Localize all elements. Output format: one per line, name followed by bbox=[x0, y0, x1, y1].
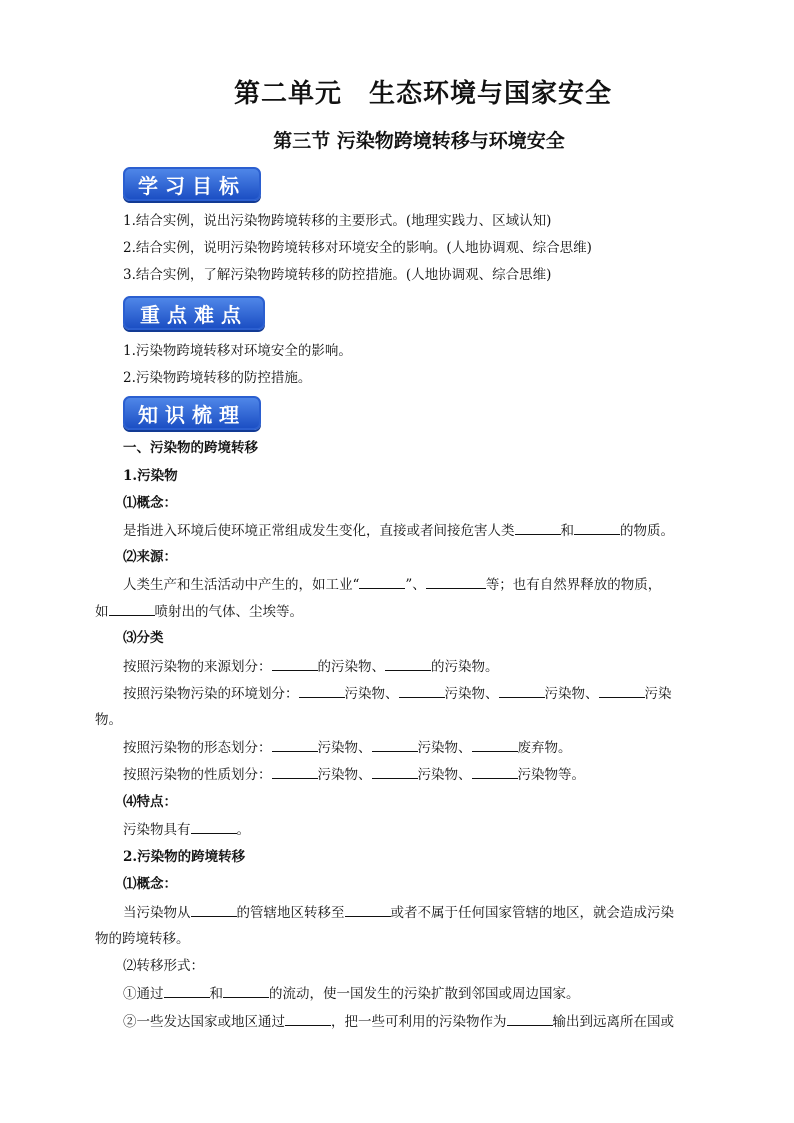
transfer-concept-sentence: 当污染物从 的管辖地区转移至 或者不属于任何国家管辖的地区，就会造成污染 bbox=[123, 902, 674, 923]
fill-blank[interactable] bbox=[191, 902, 237, 917]
goal-item: 1.结合实例，说出污染物跨境转移的主要形式。(地理实践力、区域认知) bbox=[123, 213, 552, 229]
transfer-form-2: ②一些发达国家或地区通过 ，把一些可利用的污染物作为 输出到远离所在国或 bbox=[123, 1011, 674, 1032]
goal-item: 2.结合实例，说明污染物跨境转移对环境安全的影响。(人地协调观、综合思维) bbox=[123, 240, 592, 256]
key-point-item: 2.污染物跨境转移的防控措施。 bbox=[123, 370, 312, 386]
fill-blank[interactable] bbox=[507, 1011, 553, 1026]
transfer-form-1: ①通过 和 的流动，使一国发生的污染扩散到邻国或周边国家。 bbox=[123, 983, 580, 1004]
fill-blank[interactable] bbox=[223, 983, 269, 998]
fill-blank[interactable] bbox=[472, 764, 518, 779]
fill-blank[interactable] bbox=[285, 1011, 331, 1026]
label-classification: ⑶分类 bbox=[123, 630, 164, 646]
fill-blank[interactable] bbox=[272, 737, 318, 752]
label-concept-2: ⑴概念： bbox=[123, 876, 177, 892]
fill-blank[interactable] bbox=[359, 574, 405, 589]
fill-blank[interactable] bbox=[345, 902, 391, 917]
class-by-source: 按照污染物的来源划分： 的污染物、 的污染物。 bbox=[123, 656, 499, 677]
label-transfer-form: ⑵转移形式： bbox=[123, 958, 204, 974]
fill-blank[interactable] bbox=[515, 520, 561, 535]
fill-blank[interactable] bbox=[272, 764, 318, 779]
transfer-concept-cont: 物的跨境转移。 bbox=[95, 931, 190, 947]
concept-sentence: 是指进入环境后使环境正常组成发生变化，直接或者间接危害人类 和 的物质。 bbox=[123, 520, 674, 541]
fill-blank[interactable] bbox=[164, 983, 210, 998]
fill-blank[interactable] bbox=[385, 656, 431, 671]
class-by-environment: 按照污染物污染的环境划分： 污染物、 污染物、 污染物、 污染 bbox=[123, 683, 672, 704]
fill-blank[interactable] bbox=[191, 819, 237, 834]
section-title: 第三节 污染物跨境转移与环境安全 bbox=[273, 130, 565, 152]
heading-cross-border-transfer: 一、污染物的跨境转移 bbox=[123, 440, 258, 456]
label-source: ⑵来源： bbox=[123, 549, 177, 565]
fill-blank[interactable] bbox=[599, 683, 645, 698]
knowledge-badge: 知识梳理 bbox=[123, 396, 261, 430]
fill-blank[interactable] bbox=[399, 683, 445, 698]
fill-blank[interactable] bbox=[372, 764, 418, 779]
feature-sentence: 污染物具有 。 bbox=[123, 819, 250, 840]
key-points-badge: 重点难点 bbox=[123, 296, 265, 330]
key-point-item: 1.污染物跨境转移对环境安全的影响。 bbox=[123, 343, 352, 359]
source-sentence: 人类生产和生活活动中产生的，如工业“ ”、 等；也有自然界释放的物质， bbox=[123, 574, 661, 595]
fill-blank[interactable] bbox=[109, 601, 155, 616]
fill-blank[interactable] bbox=[574, 520, 620, 535]
source-sentence-cont: 如 喷射出的气体、尘埃等。 bbox=[95, 601, 303, 622]
goal-item: 3.结合实例，了解污染物跨境转移的防控措施。(人地协调观、综合思维) bbox=[123, 267, 552, 283]
unit-title: 第二单元 生态环境与国家安全 bbox=[233, 79, 612, 109]
class-by-form: 按照污染物的形态划分： 污染物、 污染物、 废弃物。 bbox=[123, 737, 572, 758]
fill-blank[interactable] bbox=[499, 683, 545, 698]
subheading-pollutant: 1.污染物 bbox=[123, 468, 178, 484]
fill-blank[interactable] bbox=[426, 574, 486, 589]
label-concept: ⑴概念： bbox=[123, 495, 177, 511]
subheading-cross-border-transfer: 2.污染物的跨境转移 bbox=[123, 849, 246, 865]
fill-blank[interactable] bbox=[472, 737, 518, 752]
label-feature: ⑷特点： bbox=[123, 794, 177, 810]
fill-blank[interactable] bbox=[299, 683, 345, 698]
class-by-environment-cont: 物。 bbox=[95, 712, 122, 728]
learning-goals-badge: 学习目标 bbox=[123, 167, 261, 201]
fill-blank[interactable] bbox=[272, 656, 318, 671]
class-by-nature: 按照污染物的性质划分： 污染物、 污染物、 污染物等。 bbox=[123, 764, 585, 785]
fill-blank[interactable] bbox=[372, 737, 418, 752]
